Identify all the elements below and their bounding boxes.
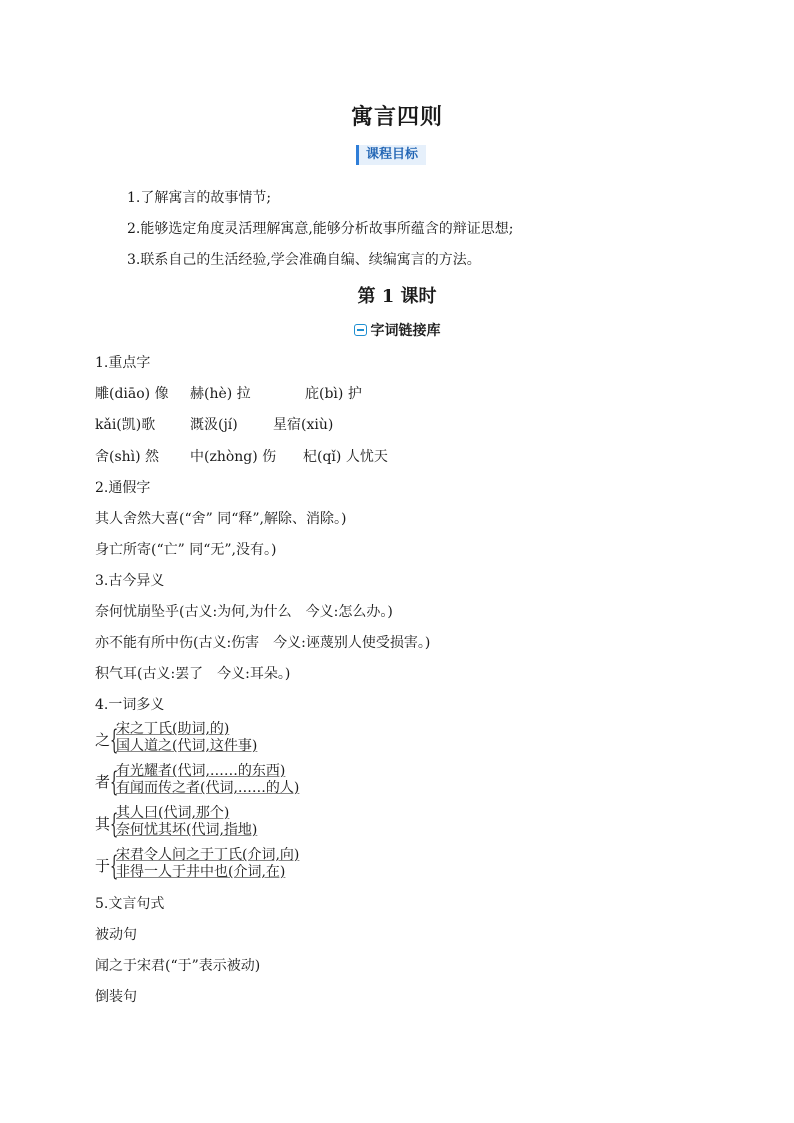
key-char: 赫(hè) 拉 bbox=[190, 386, 251, 402]
duoyi-entry-qi bbox=[95, 809, 119, 841]
heading-gujin: 3.古今异义 bbox=[95, 573, 165, 589]
key-chars-row-2 bbox=[95, 414, 333, 434]
duoyi-meaning: 国人道之(代词,这件事) bbox=[116, 738, 258, 754]
key-char: kǎi(凯)歌 bbox=[95, 417, 156, 433]
goal-item-1: 1.了解寓言的故事情节; bbox=[127, 190, 272, 206]
duoyi-entry-zhe bbox=[95, 767, 119, 799]
goal-item-3: 3.联系自己的生活经验,学会准确自编、续编寓言的方法。 bbox=[127, 252, 481, 268]
badge-label: 课程目标 bbox=[366, 147, 419, 162]
duoyi-char: 者 bbox=[95, 773, 111, 791]
heading-key-chars: 1.重点字 bbox=[95, 355, 151, 371]
key-char: 中(zhòng) 伤 bbox=[190, 449, 277, 465]
page-title: 寓言四则 bbox=[350, 104, 443, 130]
brace-icon: { bbox=[110, 767, 119, 799]
duoyi-entry-zhi bbox=[95, 725, 119, 757]
heading-juzhi: 5.文言句式 bbox=[95, 896, 165, 912]
duoyi-char: 于 bbox=[95, 857, 111, 875]
key-char: 星宿(xiù) bbox=[273, 417, 334, 433]
gujin-item-1: 奈何忧崩坠乎(古义:为何,为什么 今义:怎么办。) bbox=[95, 604, 393, 620]
key-char: 雕(diāo) 像 bbox=[95, 386, 169, 402]
key-char: 杞(qǐ) 人忧天 bbox=[303, 449, 388, 465]
daozhuang-label: 倒装句 bbox=[95, 989, 137, 1005]
lesson-heading: 第 1 课时 bbox=[357, 286, 437, 307]
beidong-example: 闻之于宋君(“于”表示被动) bbox=[95, 958, 261, 974]
key-char: 庇(bì) 护 bbox=[305, 386, 362, 402]
brace-icon: { bbox=[110, 851, 119, 883]
brace-icon: { bbox=[110, 725, 119, 757]
heading-tongjia: 2.通假字 bbox=[95, 480, 151, 496]
duoyi-meaning: 奈何忧其坏(代词,指地) bbox=[116, 822, 258, 838]
key-char: 溉汲(jí) bbox=[190, 417, 238, 433]
section-label: 字词链接库 bbox=[370, 323, 441, 339]
badge-accent-bar bbox=[356, 145, 359, 165]
book-icon bbox=[354, 324, 367, 336]
duoyi-entry-yu bbox=[95, 851, 119, 883]
duoyi-char: 其 bbox=[95, 815, 111, 833]
tongjia-item-2: 身亡所寄(“亡” 同“无”,没有。) bbox=[95, 542, 277, 558]
key-char: 舍(shì) 然 bbox=[95, 449, 160, 465]
duoyi-meaning: 非得一人于井中也(介词,在) bbox=[116, 864, 286, 880]
duoyi-meaning: 宋君令人问之于丁氏(介词,向) bbox=[116, 847, 300, 863]
heading-duoyi: 4.一词多义 bbox=[95, 697, 165, 713]
gujin-item-3: 积气耳(古义:罢了 今义:耳朵。) bbox=[95, 666, 291, 682]
course-goals-badge bbox=[356, 145, 426, 165]
section-heading bbox=[0, 320, 794, 340]
duoyi-meaning: 宋之丁氏(助词,的) bbox=[116, 721, 230, 737]
duoyi-meaning: 其人曰(代词,那个) bbox=[116, 805, 230, 821]
brace-icon: { bbox=[110, 809, 119, 841]
goal-item-2: 2.能够选定角度灵活理解寓意,能够分析故事所蕴含的辩证思想; bbox=[127, 221, 514, 237]
key-chars-row-3 bbox=[95, 446, 388, 466]
duoyi-char: 之 bbox=[95, 731, 111, 749]
gujin-item-2: 亦不能有所中伤(古义:伤害 今义:诬蔑别人使受损害。) bbox=[95, 635, 431, 651]
duoyi-meaning: 有光耀者(代词,……的东西) bbox=[116, 763, 286, 779]
beidong-label: 被动句 bbox=[95, 927, 137, 943]
tongjia-item-1: 其人舍然大喜(“舍” 同“释”,解除、消除。) bbox=[95, 511, 347, 527]
key-chars-row-1 bbox=[95, 383, 362, 403]
duoyi-meaning: 有闻而传之者(代词,……的人) bbox=[116, 780, 300, 796]
